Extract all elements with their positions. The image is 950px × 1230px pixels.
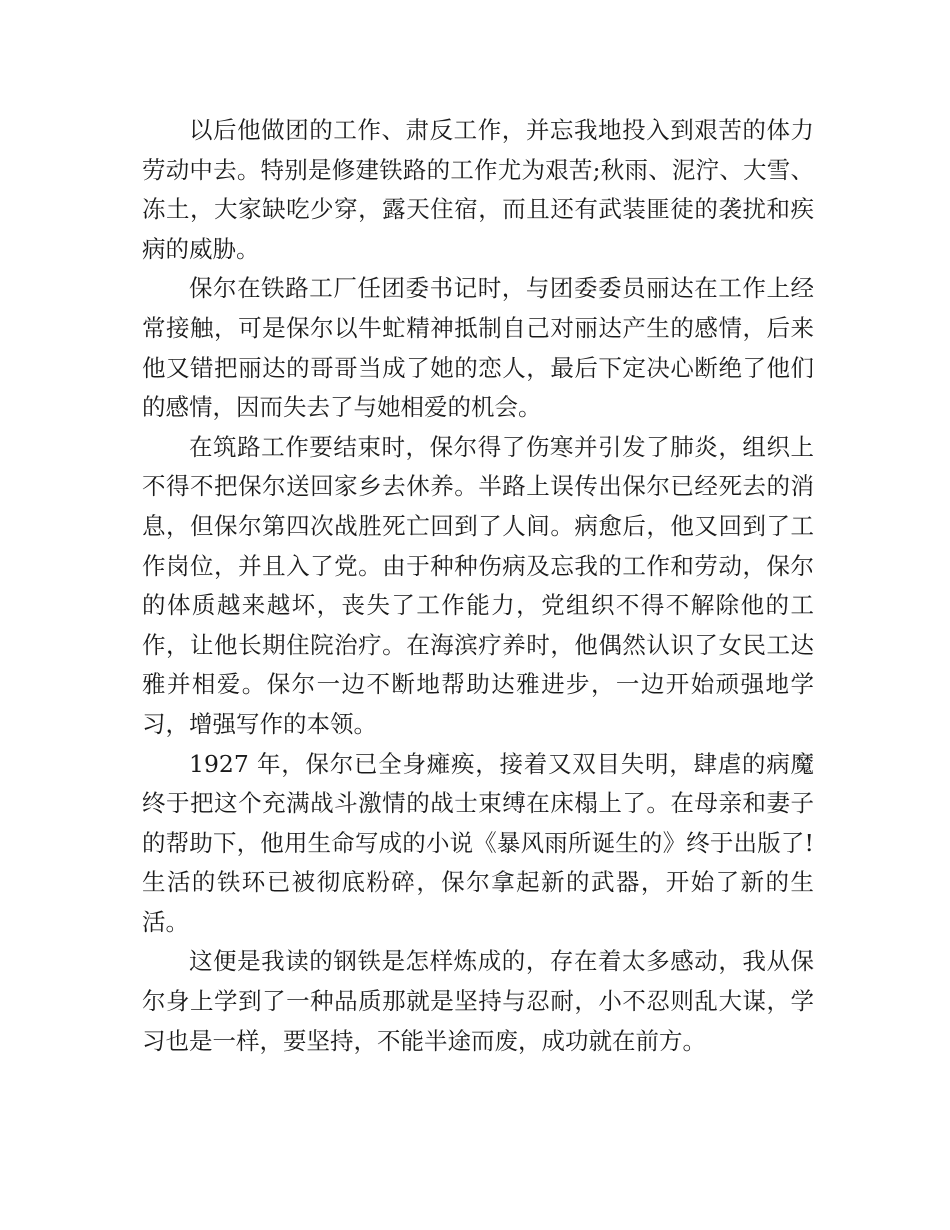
paragraph-5: 这便是我读的钢铁是怎样炼成的，存在着太多感动，我从保尔身上学到了一种品质那就是坚持与忍耐，小不忍则乱大谋，学习也是一样，要坚持，不能半途而废，成功就在前方。 [142,947,814,1055]
paragraph-1: 以后他做团的工作、肃反工作，并忘我地投入到艰苦的体力劳动中去。特别是修建铁路的工作尤为艰苦;秋雨、泥泞、大雪、冻土，大家缺吃少穿，露天住宿，而且还有武装匪徒的袭扰和疾病的威胁。 [142,116,814,263]
paragraph-3: 在筑路工作要结束时，保尔得了伤寒并引发了肺炎，组织上不得不把保尔送回家乡去休养。半路上误传出保尔已经死去的消息，但保尔第四次战胜死亡回到了人间。病愈后，他又回到了工作岗位，并且入了党。由于种种伤病及忘我的工作和劳动，保尔的体质越来越坏，丧失了工作能力，党组织不得不解除他的工作，让他长期住院治疗。在海滨疗养时，他偶然认识了女民工达雅并相爱。保尔一边不断地帮助达雅进步，一边开始顽强地学习，增强写作的本领。 [142,432,814,738]
paragraph-2: 保尔在铁路工厂任团委书记时，与团委委员丽达在工作上经常接触，可是保尔以牛虻精神抵制自己对丽达产生的感情，后来他又错把丽达的哥哥当成了她的恋人，最后下定决心断绝了他们的感情，因而失去了与她相爱的机会。 [142,274,814,422]
document-page [142,111,814,1061]
paragraph-4: 1927 年，保尔已全身瘫痪，接着又双目失明，肆虐的病魔终于把这个充满战斗激情的战士束缚在床榻上了。在母亲和妻子的帮助下，他用生命写成的小说《暴风雨所诞生的》终于出版了!生活的铁环已被彻底粉碎，保尔拿起新的武器，开始了新的生活。 [142,749,814,936]
